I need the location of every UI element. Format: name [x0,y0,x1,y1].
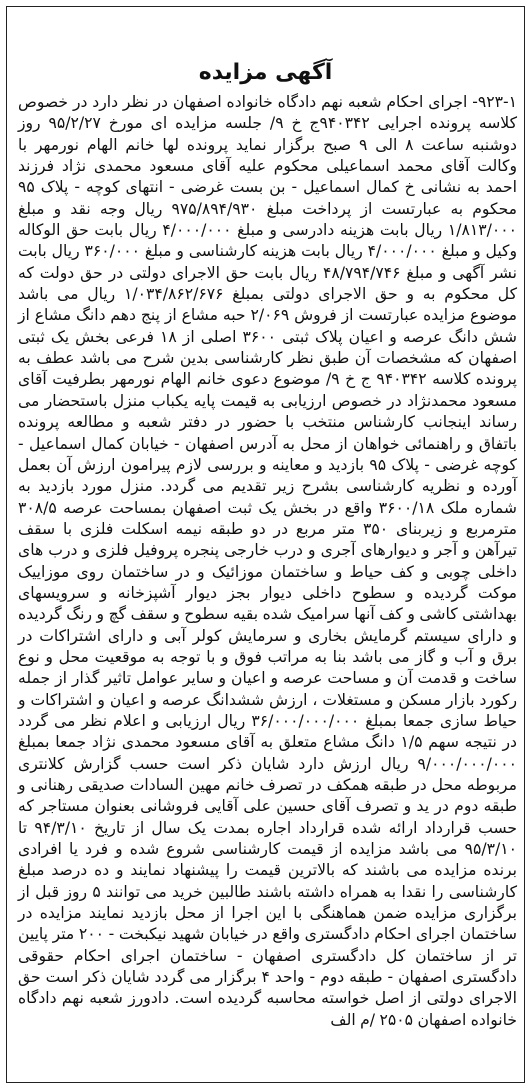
notice-title: آگهی مزایده [198,60,333,85]
notice-body: ۹۲۳-۱- اجرای احکام شعبه نهم دادگاه خانواده اصفهان در نظر دارد در خصوص کلاسه پرونده اجرایی ۹۴۰۳۴۲ج خ ۹/ جلسه مزایده ای مورخ ۹۵/۲/۲۷ روز دوشنبه ساعت ۸ الی ۹ صبح برگزار نماید پرونده لها خانم الهام نورمهر با وکالت آقای محمد اسماعیلی محکوم علیه آقای مسعود محمدی نژاد فرزند احمد به نشانی خ کمال اسماعیل - بن بست غرضی - انتهای کوچه - پلاک ۹۵ محکوم به عبارتست از پرداخت مبلغ ۹۷۵/۸۹۴/۹۳۰ ریال وجه نقد و مبلغ ۱/۸۱۳/۰۰۰ ریال بابت هزینه دادرسی و مبلغ ۴/۰۰۰/۰۰۰ ریال بابت حق الوکاله وکیل و مبلغ ۴/۰۰۰/۰۰۰ ریال بابت هزینه کارشناسی و مبلغ ۳۶۰/۰۰۰ ریال بابت نشر آگهی و مبلغ ۴۸/۷۹۴/۷۴۶ ریال بابت حق الاجرای دولتی در حق دولت که کل محکوم به و حق الاجرای دولتی بمبلغ ۱/۰۳۴/۸۶۲/۶۷۶ ریال می باشد موضوع مزایده عبارتست از فروش ۲/۰۶۹ حبه مشاع از پنج دهم دانگ مشاع از شش دانگ عرصه و اعیان پلاک ثبتی ۳۶۰۰ اصلی از ۱۸ فرعی بخش یک ثبتی اصفهان که مشخصات آن طبق نظر کارشناسی بدین شرح می باشد عطف به پرونده کلاسه ۹۴۰۳۴۲ ج خ ۹/ موضوع دعوی خانم الهام نورمهر بطرفیت آقای مسعود محمدنژاد در خصوص ارزیابی به قیمت پایه یکباب منزل باستحضار می رساند اینجانب کارشناس منتخب با حضور در دفتر شعبه و مطالعه پرونده باتفاق و راهنمائی خواهان از محل به آدرس اصفهان - خیابان کمال اسماعیل - کوچه غرضی - پلاک ۹۵ بازدید و معاینه و بررسی لازم پیرامون ارزش آن بعمل آورده و نظریه کارشناسی بشرح زیر تقدیم می گردد. منزل مورد بازدید به شماره ملک ۳۶۰۰/۱۸ واقع در بخش یک ثبت اصفهان بمساحت عرصه ۳۰۸/۵ مترمربع و زیربنای ۳۵۰ متر مربع در دو طبقه نیمه اسکلت فلزی با سقف تیرآهن و آجر و دیوارهای آجری و درب خارجی پنجره پروفیل فلزی و درب های داخلی چوبی و کف حیاط و ساختمان موزائیک و در ساختمان روی موزاییک موکت گردیده و سطوح داخلی دیوار بجز دیوار آشپزخانه و سرویسهای بهداشتی کاشی و کف آنها سرامیک شده بقیه سطوح و سقف گچ و رنگ گردیده و دارای سیستم گرمایش بخاری و سرمایش کولر آبی و دارای اشتراکات در برق و آب و گاز می باشد بنا به مراتب فوق و با توجه به موقعیت محل و نوع ساخت و قدمت آن و مساحت عرصه و اعیان و سایر عوامل تاثیر گذار از جمله رکورد بازار مسکن و مستغلات ، ارزش ششدانگ عرصه و اعیان و اشتراکات و حیاط سازی جمعا بمبلغ ۳۶/۰۰۰/۰۰۰/۰۰۰ ریال ارزیابی و اعلام نظر می گردد در نتیجه سهم ۱/۵ دانگ مشاع متعلق به آقای مسعود محمدی نژاد جمعا بمبلغ ۹/۰۰۰/۰۰۰/۰۰۰ ریال ارزش دارد شایان ذکر است حسب گزارش کلانتری مربوطه محل در طبقه همکف در تصرف خانم مهین السادات صدیقی رهنانی و طبقه دوم در ید و تصرف آقای حسین علی آقایی فروشانی بعنوان مستاجر که حسب قرارداد ارائه شده قرارداد اجاره بمدت یک سال از تاریخ ۹۴/۳/۱۰ تا ۹۵/۳/۱۰ می باشد مزایده از قیمت کارشناسی شروع شده و فرد یا افرادی برنده مزایده می باشند که بالاترین قیمت را پیشنهاد نمایند و ده درصد مبلغ کارشناسی را نقدا به همراه داشته باشند طالبین خرید می توانند ۵ روز قبل از برگزاری مزایده ضمن هماهنگی با این اجرا از محل بازدید نمایند مزایده در ساختمان اجرای احکام دادگستری واقع در خیابان شهید نیکبخت - ۲۰۰ متر پایین تر از ساختمان کل دادگستری اصفهان - ساختمان اجرای احکام حقوقی دادگستری اصفهان - طبقه دوم - واحد ۴ برگزار می گردد شایان ذکر است حق الاجرای دولتی از اصل خواسته محاسبه گردیده است. دادورز شعبه نهم دادگاه خانواده اصفهان ۲۵۰۵ /م الف [18,93,518,1029]
